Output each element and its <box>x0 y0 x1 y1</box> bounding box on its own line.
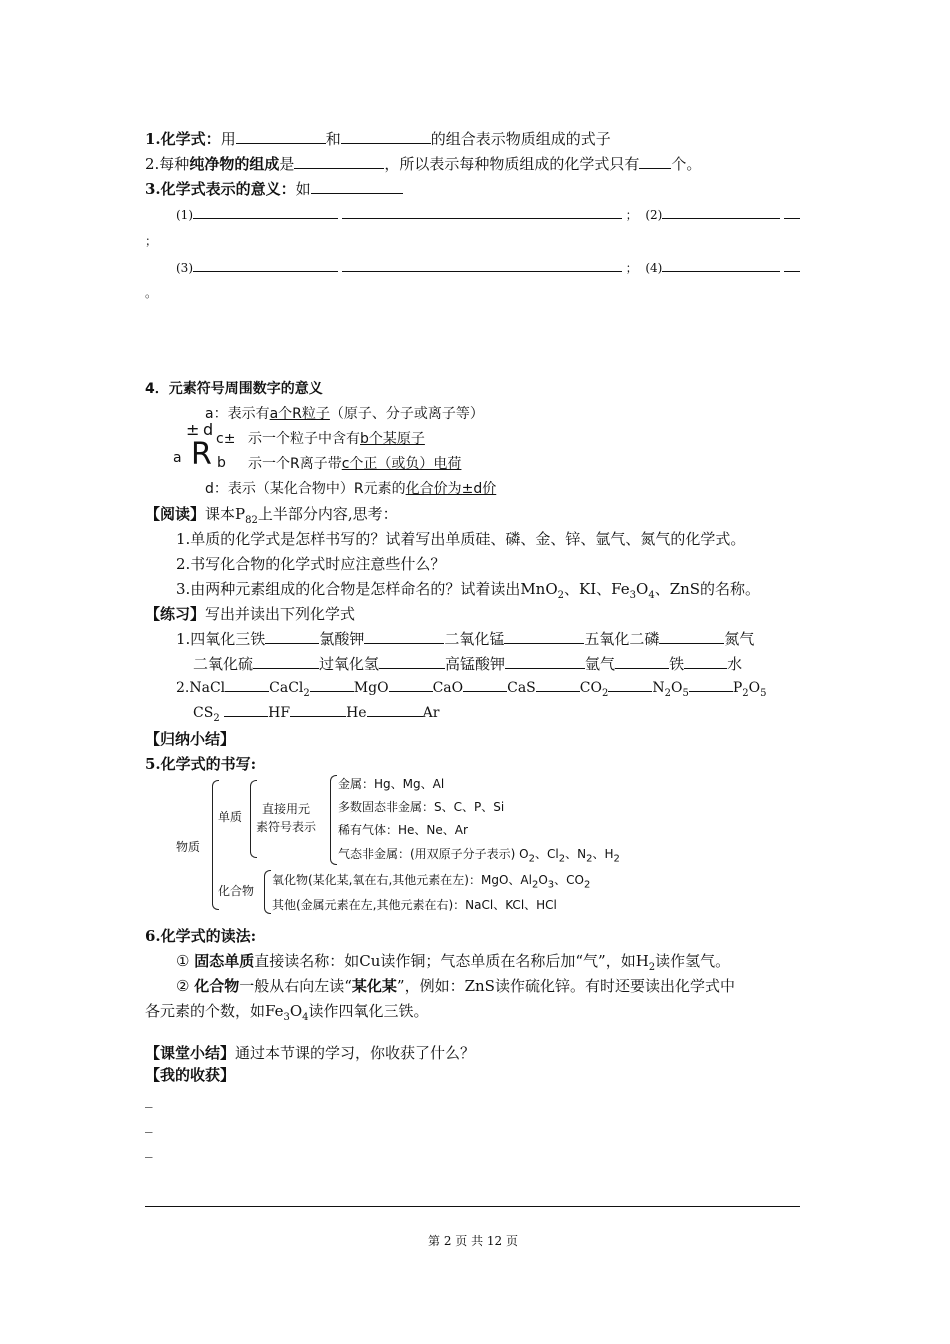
sec1-line <box>145 128 611 149</box>
sec4-text: 示一个粒子中含有 <box>248 431 360 447</box>
sec4-underlined: 化合价为±d价 <box>405 481 497 497</box>
reading-text: 课本P <box>205 505 246 523</box>
blank[interactable] <box>379 655 445 669</box>
blank[interactable] <box>253 655 319 669</box>
practice-item: 二氧化硫 <box>193 655 254 673</box>
formula: HF <box>268 705 291 721</box>
practice-row-2 <box>193 653 742 674</box>
sec1-text: 用 <box>220 130 236 148</box>
formula: P <box>732 680 743 696</box>
sec4-underlined: c个正（或负）电荷 <box>341 456 462 472</box>
formula: He <box>346 705 367 721</box>
sec2-line <box>145 153 701 174</box>
reading-text: 、KI、Fe <box>564 580 630 598</box>
sec1-title: 1. <box>145 130 161 148</box>
blank[interactable] <box>290 703 346 717</box>
sec3-title: 3.化学式表示的意义： <box>145 180 296 198</box>
diagram-direct-2: 素符号表示 <box>256 820 317 834</box>
reading-intro <box>145 503 398 526</box>
sec6-line-3 <box>145 1000 429 1023</box>
blank[interactable] <box>225 678 269 692</box>
sec6-sub: 3 <box>283 1012 290 1023</box>
diagram-solid: 多数固态非金属：S、C、P、Si <box>338 800 505 814</box>
semicolon: ； <box>625 208 638 222</box>
blank[interactable] <box>342 205 622 219</box>
period-wrap: 。 <box>145 286 158 300</box>
formula-sub: 2 <box>664 687 671 699</box>
sec6-text: O <box>289 1002 303 1020</box>
blank[interactable] <box>294 155 384 169</box>
blank[interactable] <box>504 630 584 644</box>
practice-intro <box>145 603 355 624</box>
blank[interactable] <box>608 678 652 692</box>
diagram-metal: 金属：Hg、Mg、Al <box>338 777 445 791</box>
blank[interactable] <box>659 630 724 644</box>
blank[interactable] <box>684 655 727 669</box>
reading-text: 、ZnS的名称。 <box>654 580 761 598</box>
page-footer: 第 2 页 共 12 页 <box>428 1234 518 1248</box>
reading-text: 3.由两种元素组成的化合物是怎样命名的？试着读出MnO <box>176 580 558 598</box>
blank[interactable] <box>784 205 800 219</box>
sec6-text: 读作氢气。 <box>655 952 731 970</box>
diagram-noble: 稀有气体：He、Ne、Ar <box>338 823 468 837</box>
practice-row-1 <box>176 628 754 649</box>
formula-sub: 5 <box>760 687 767 699</box>
reading-sub: 4 <box>648 590 655 601</box>
sec4-a-line <box>205 403 484 423</box>
practice-text: 写出并读出下列化学式 <box>205 605 356 623</box>
sec2-text: ，所以表示每种物质组成的化学式只有 <box>384 155 640 173</box>
reading-q3 <box>176 578 760 601</box>
blank[interactable] <box>311 180 403 194</box>
sec6-text: 一般从右向左读“ <box>239 977 352 995</box>
practice-item: 水 <box>727 655 743 673</box>
blank[interactable] <box>341 130 431 144</box>
symbol-R: R <box>191 437 212 472</box>
blank[interactable] <box>364 630 444 644</box>
sec6-sub: 2 <box>648 962 656 973</box>
blank[interactable] <box>193 205 338 219</box>
sec6-text: 读作四氧化三铁。 <box>308 1002 429 1020</box>
reading-text: O <box>636 580 649 598</box>
blank[interactable] <box>639 155 671 169</box>
reading-tag: 【阅读】 <box>145 505 206 523</box>
reading-q2: 2.书写化合物的化学式时应注意些什么？ <box>176 555 446 573</box>
formula-sub: 2 <box>303 687 310 699</box>
sec2-text: 2.每种 <box>145 155 190 173</box>
sec6-bold: 化合物 <box>194 977 240 995</box>
blank[interactable] <box>236 130 326 144</box>
sec6-text: 直接读名称：如Cu读作铜；气态单质在名称后加“气”，如H <box>254 952 649 970</box>
blank[interactable] <box>367 703 423 717</box>
semicolon: ； <box>625 261 638 275</box>
sec4-text: d：表示（某化合物中）R元素的 <box>205 481 406 497</box>
practice-item: 过氧化氢 <box>319 655 380 673</box>
class-summary-tag: 【课堂小结】 <box>145 1044 236 1062</box>
sec3-item-num: (2) <box>645 208 663 222</box>
sec4-d-line <box>205 478 496 498</box>
formula: CS <box>193 705 214 721</box>
practice-row-3: 2.NaCl CaCl$_2$ MgO CaO CaS $CO_2$ $N_2O_5$ $P_2O_5$ <box>176 680 767 699</box>
sec3-item-row-1 <box>176 205 800 223</box>
sec1-text: 的组合表示物质组成的式子 <box>430 130 611 148</box>
formula: N <box>652 680 665 696</box>
practice-item: 1.四氧化三铁 <box>176 630 266 648</box>
blank[interactable] <box>662 258 780 272</box>
blank[interactable] <box>662 205 780 219</box>
diagram-compound: 化合物 <box>218 884 255 898</box>
blank[interactable] <box>193 258 338 272</box>
sec1-text: 和 <box>325 130 341 148</box>
sec6-line-1 <box>176 950 730 973</box>
practice-item: 氯酸钾 <box>319 630 365 648</box>
sec4-text: a：表示有 <box>205 406 270 422</box>
sec6-text: ① <box>176 952 195 970</box>
sec6-bold: 某化某 <box>351 977 397 995</box>
sec3-text: 如 <box>295 180 311 198</box>
diagram-oxide: 氧化物(某化某,氧在右,其他元素在左)：MgO、$Al_2O_3$、$CO_2$ <box>272 873 591 891</box>
formula: Ar <box>422 705 440 721</box>
gain-line-3[interactable]: _ <box>145 1140 153 1158</box>
class-summary <box>145 1042 475 1063</box>
reading-sub: 2 <box>557 590 565 601</box>
brace-compound <box>264 870 271 914</box>
reading-sub: 3 <box>629 590 636 601</box>
formula: CaO <box>432 680 464 696</box>
formula: CaCl <box>269 680 304 696</box>
symbol-d: d <box>203 420 214 439</box>
blank[interactable] <box>689 678 733 692</box>
brace-direct <box>330 775 337 865</box>
sec4-b-line <box>248 428 425 448</box>
blank[interactable] <box>389 678 433 692</box>
reading-text: 上半部分内容,思考： <box>257 505 398 523</box>
sec6-text: ② <box>176 977 195 995</box>
sec4-c-line <box>248 453 461 473</box>
sec4-underlined: b个某原子 <box>360 431 425 447</box>
blank[interactable] <box>224 703 268 717</box>
blank[interactable] <box>505 655 585 669</box>
blank[interactable] <box>342 258 622 272</box>
sec4-title: 4．元素符号周围数字的意义 <box>145 381 323 397</box>
sec3-item-num: (1) <box>176 208 193 222</box>
practice-item: 高锰酸钾 <box>445 655 506 673</box>
sec2-text: 个。 <box>671 155 702 173</box>
reading-q1: 1.单质的化学式是怎样书写的？试着写出单质硅、磷、金、锌、氩气、氮气的化学式。 <box>176 530 746 548</box>
diagram-text: 气态非金属：(用双原子分子表示) O <box>338 847 529 861</box>
practice-item: 氮气 <box>724 630 755 648</box>
diagram-other: 其他(金属元素在左,其他元素在右)：NaCl、KCl、HCl <box>272 898 557 912</box>
practice-item: 氩气 <box>585 655 616 673</box>
diagram-gas: 气态非金属：(用双原子分子表示) $O_2$、$Cl_2$、$N_2$、$H_2$ <box>338 847 620 865</box>
sec6-line-2 <box>176 975 735 996</box>
sec3-item-num: (4) <box>645 261 663 275</box>
symbol-a: a <box>173 450 182 466</box>
diagram-text: H <box>604 847 614 861</box>
diagram-text: N <box>577 847 587 861</box>
summary-tag: 【归纳小结】 <box>145 730 236 748</box>
blank[interactable] <box>265 630 319 644</box>
sec6-sub: 4 <box>302 1012 309 1023</box>
formula: MgO <box>353 680 389 696</box>
diagram-text: 氧化物(某化某,氧在右,其他元素在左)：MgO、Al <box>272 873 532 887</box>
diagram-text: Cl <box>547 847 559 861</box>
formula-sub: 2 <box>601 687 609 699</box>
sec4-text: （原子、分子或离子等） <box>329 406 484 422</box>
semicolon-wrap: ； <box>145 234 158 248</box>
footer-divider <box>145 1206 800 1207</box>
symbol-pm: ± <box>186 420 200 439</box>
formula-sub: 5 <box>682 687 689 699</box>
sec6-title: 6.化学式的读法: <box>145 927 257 945</box>
blank[interactable] <box>536 678 580 692</box>
diagram-element: 单质 <box>218 810 243 824</box>
sec2-bold: 纯净物的组成 <box>189 155 280 173</box>
diagram-direct-1: 直接用元 <box>262 802 311 816</box>
practice-item: 二氧化锰 <box>444 630 505 648</box>
blank[interactable] <box>310 678 354 692</box>
sec4-text: 示一个R离子带 <box>248 456 342 472</box>
practice-item: 铁 <box>669 655 685 673</box>
formula: CO <box>579 680 602 696</box>
formula: CaS <box>507 680 536 696</box>
sec5-title: 5.化学式的书写: <box>145 755 257 773</box>
practice-item: 五氧化二磷 <box>584 630 660 648</box>
sec3-title-line <box>145 178 403 199</box>
sec6-text: ”，例如：ZnS读作硫化锌。有时还要读出化学式中 <box>396 977 735 995</box>
practice-row-4: $CS_2$ HF He Ar <box>193 705 440 724</box>
diagram-text: CO <box>566 873 584 887</box>
gain-line-1[interactable]: _ <box>145 1090 153 1108</box>
sec4-underlined: a个R粒子 <box>269 406 330 422</box>
formula: 2.NaCl <box>176 680 226 696</box>
blank[interactable] <box>615 655 669 669</box>
symbol-b: b <box>217 455 226 471</box>
reading-sub: 82 <box>245 515 258 526</box>
sec2-text: 是 <box>279 155 295 173</box>
sec3-item-row-2 <box>176 258 800 276</box>
gain-line-2[interactable]: _ <box>145 1115 153 1133</box>
diagram-matter: 物质 <box>176 840 201 854</box>
sec3-item-num: (3) <box>176 261 193 275</box>
symbol-c: c± <box>216 431 236 447</box>
sec1-title-text: 化学式： <box>160 130 221 148</box>
practice-tag: 【练习】 <box>145 605 206 623</box>
formula-sub: 2 <box>742 687 749 699</box>
blank[interactable] <box>463 678 507 692</box>
sec6-text: 各元素的个数，如Fe <box>145 1002 284 1020</box>
class-summary-text: 通过本节课的学习，你收获了什么？ <box>235 1044 476 1062</box>
sec6-bold: 固态单质 <box>194 952 255 970</box>
blank[interactable] <box>784 258 800 272</box>
diagram-text: O <box>538 873 548 887</box>
gain-tag: 【我的收获】 <box>145 1066 236 1084</box>
